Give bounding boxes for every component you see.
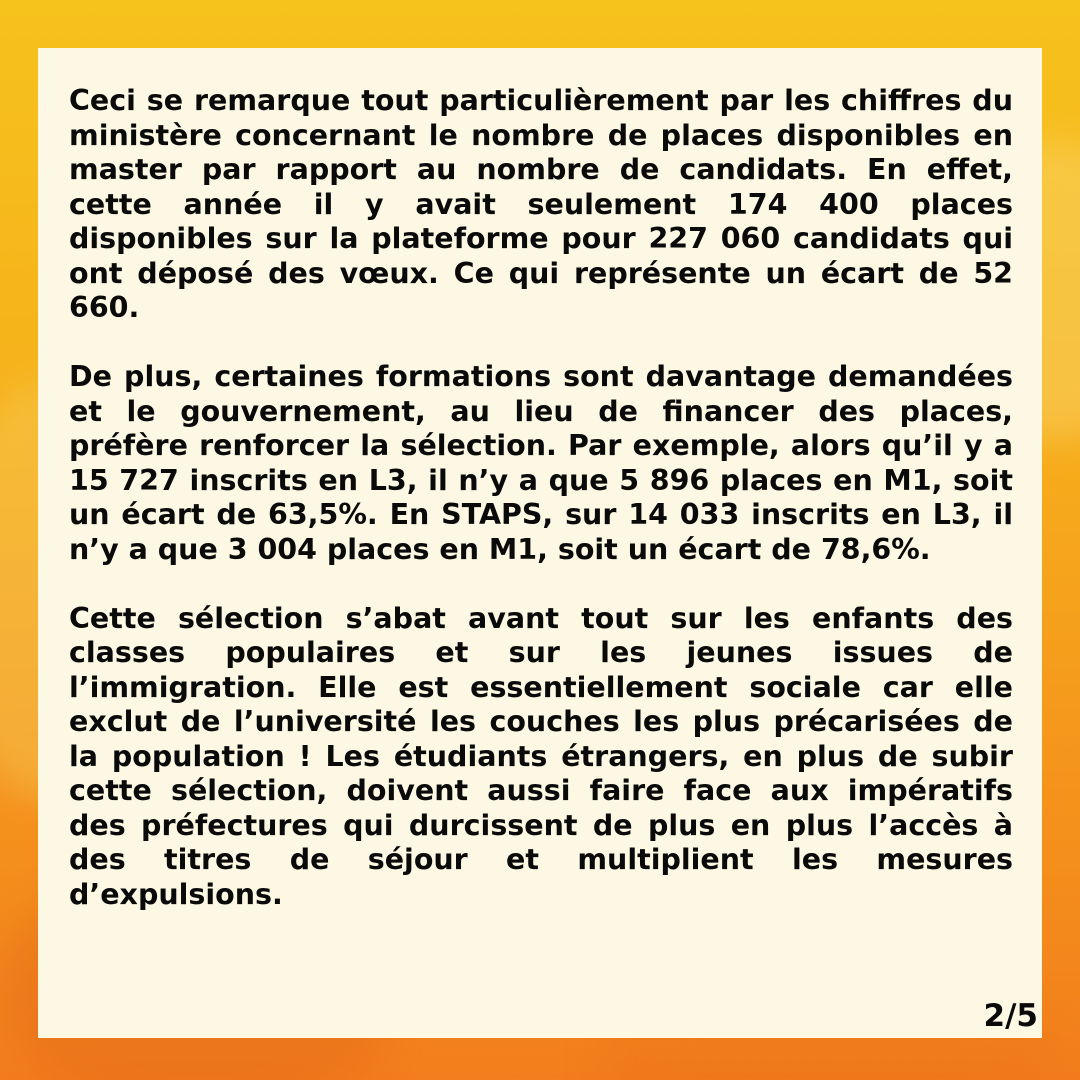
paragraph-master-places: Ceci se remarque tout particulièrement par les chiffres du ministère concernant le nombre de places disponibles en master par rapport au nombre de candidats. En effet, cette année il y avait seulement 174 400 places disponibles sur la plateforme pour 227 060 candidats qui ont déposé des vœux. Ce qui représente un écart de 52 660. bbox=[69, 84, 1013, 324]
text-card bbox=[38, 48, 1042, 1038]
page-indicator: 2/5 bbox=[983, 998, 1038, 1034]
paragraph-selection-figures: De plus, certaines formations sont davantage demandées et le gouvernement, au lieu de financer des places, préfère renforcer la sélection. Par exemple, alors qu’il y a 15 727 inscrits en L3, il n’y a que 5 896 places en M1, soit un écart de 63,5%. En STAPS, sur 14 033 inscrits en L3, il n’y a que 3 004 places en M1, soit un écart de 78,6%. bbox=[69, 360, 1013, 566]
paragraph-social-selection: Cette sélection s’abat avant tout sur les enfants des classes populaires et sur les jeunes issues de l’immigration. Elle est essentiellement sociale car elle exclut de l’université les couches les plus précarisées de la population ! Les étudiants étrangers, en plus de subir cette sélection, doivent aussi faire face aux impératifs des préfectures qui durcissent de plus en plus l’accès à des titres de séjour et multiplient les mesures d’expulsions. bbox=[69, 601, 1013, 911]
article-body bbox=[69, 84, 1013, 947]
